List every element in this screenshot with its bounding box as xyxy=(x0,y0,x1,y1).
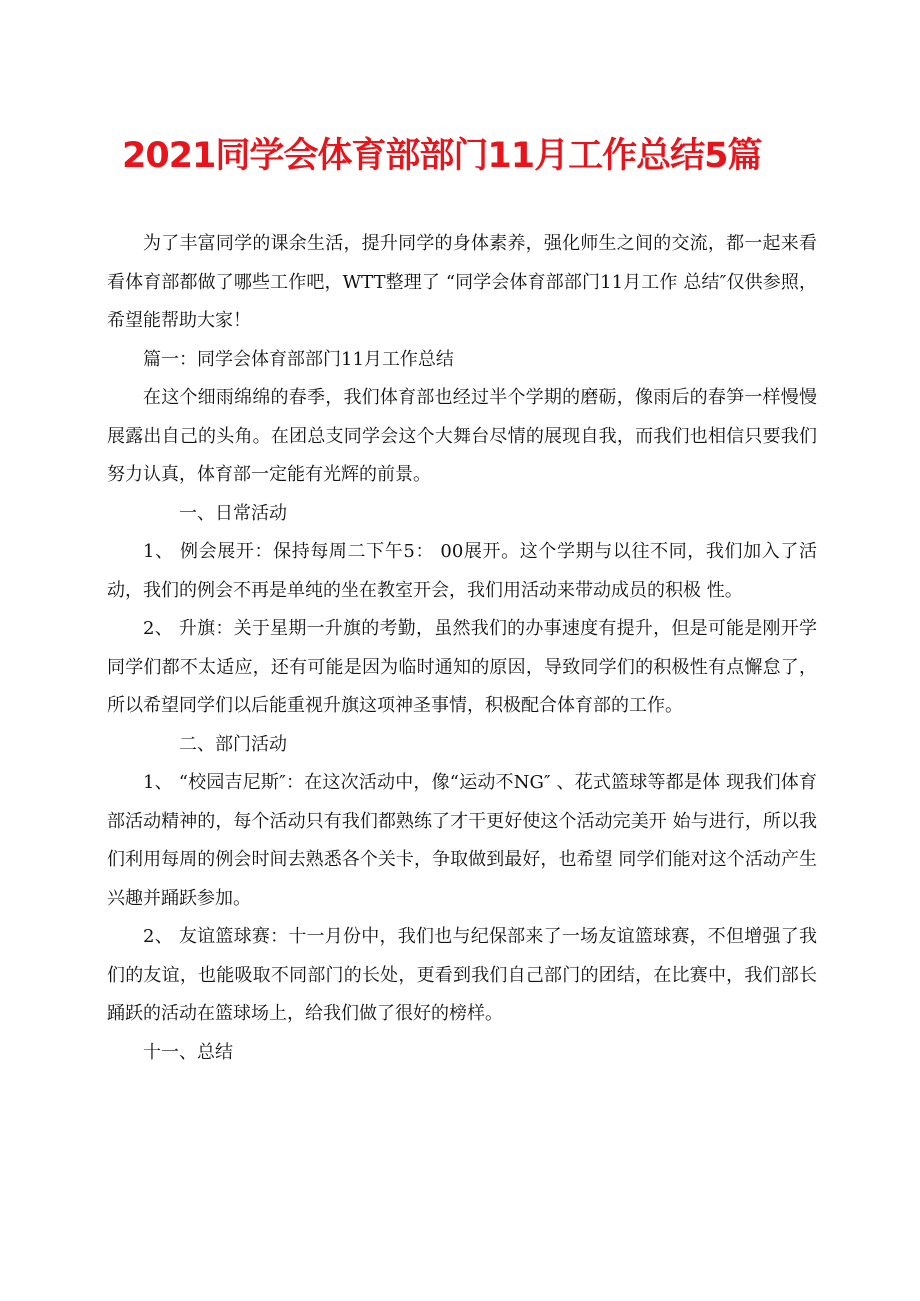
item-campus-guinness: 1、 “校园吉尼斯″：在这次活动中，像“运动不NG″ 、花式篮球等都是体 现我们体育部活动精神的，每个活动只有我们都熟练了才干更好使这个活动完美开 始与进行，所以我们利用每周的例会时间去熟悉各个关卡，争取做到最好，也希望 同学们能对这个活动产生兴趣并踊跃参加。 xyxy=(107,772,817,909)
item-weekly-meeting: 1、 例会展开：保持每周二下午5： 00展开。这个学期与以往不同，我们加入了活动，我们的例会不再是单纯的坐在教室开会，我们用活动来带动成员的积极 性。 xyxy=(107,541,817,601)
item-friendly-basketball: 2、 友谊篮球赛：十一月份中，我们也与纪保部来了一场友谊篮球赛，不但增强了我们的友谊，也能吸取不同部门的长处，更看到我们自己部门的团结，在比赛中，我们部长踊跃的活动在篮球场上，给我们做了很好的榜样。 xyxy=(107,926,817,1024)
item-flag-raising: 2、 升旗：关于星期一升旗的考勤，虽然我们的办事速度有提升，但是可能是刚开学同学们都不太适应，还有可能是因为临时通知的原因，导致同学们的积极性有点懈怠了，所以希望同学们以后能重视升旗这项神圣事情，积极配合体育部的工作。 xyxy=(107,618,817,716)
section-one-title: 篇一：同学会体育部部门11月工作总结 xyxy=(143,348,454,370)
document-body xyxy=(107,225,817,1072)
heading-dept-text: 部门活动 xyxy=(215,733,287,755)
heading-dept-number: 二、 xyxy=(179,733,215,755)
intro-paragraph: 为了丰富同学的课余生活，提升同学的身体素养，强化师生之间的交流，都一起来看看体育部都做了哪些工作吧，WTT整理了 “同学会体育部部门11月工作 总结″仅供参照，希望能帮助大家！ xyxy=(107,233,817,331)
document-title: 2021同学会体育部部门11月工作总结5篇 xyxy=(122,136,762,176)
opening-paragraph: 在这个细雨绵绵的春季，我们体育部也经过半个学期的磨砺，像雨后的春笋一样慢慢展露出自己的头角。在团总支同学会这个大舞台尽情的展现自我，而我们也相信只要我们努力认真，体育部一定能有光辉的前景。 xyxy=(107,387,817,485)
heading-summary: 十一、总结 xyxy=(143,1041,233,1063)
heading-department-activities xyxy=(107,726,817,765)
heading-daily-number: 一、 xyxy=(179,502,215,524)
heading-daily-activities xyxy=(107,495,817,534)
heading-daily-text: 日常活动 xyxy=(215,502,287,524)
